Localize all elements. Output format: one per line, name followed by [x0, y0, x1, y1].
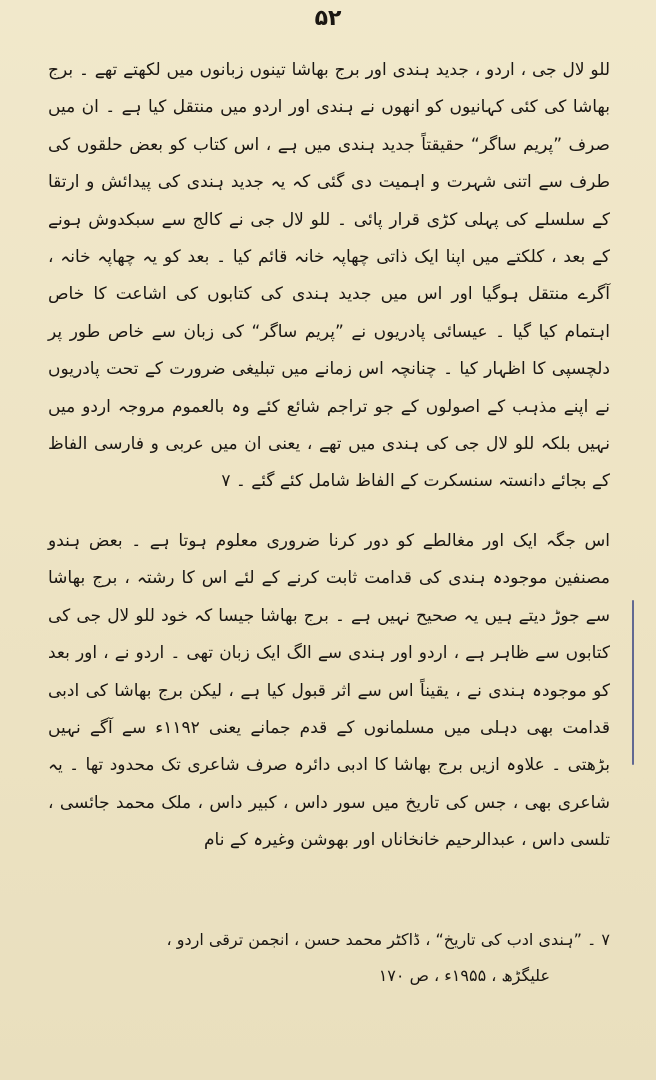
footnote-line-2: علیگڑھ ، ۱۹۵۵ء ، ص ۱۷۰ — [378, 966, 550, 985]
footnote — [48, 922, 610, 994]
footnote-line-1: ۷ ۔ ”ہندی ادب کی تاریخ“ ، ڈاکٹر محمد حسن ، انجمن ترقی اردو ، — [166, 930, 610, 949]
margin-pen-mark — [632, 600, 634, 765]
paragraph-2: اس جگہ ایک اور مغالطے کو دور کرنا ضروری معلوم ہوتا ہے ۔ بعض ہندو مصنفین موجودہ ہندی کی قدامت ثابت کرنے کے لئے اس کا رشتہ ، برج بھاشا سے جوڑ دیتے ہیں یہ صحیح نہیں ہے ۔ برج بھاشا جیسا کہ خود للو لال جی کی کتابوں سے ظاہر ہے ، اردو اور ہندی سے الگ ایک زبان تھی ۔ اردو نے ، اور بعد کو موجودہ ہندی نے ، یقیناً اس سے اثر قبول کیا ہے ، لیکن برج بھاشا کی ادبی قدامت بھی دہلی میں مسلمانوں کے قدم جمانے یعنی ۱۱۹۲ء سے آگے نہیں بڑھتی ۔ علاوہ ازیں برج بھاشا کا ادبی دائرہ صرف شاعری تک محدود تھا ۔ یہ شاعری بھی ، جس کی تاریخ میں سور داس ، کبیر داس ، ملک محمد جائسی ، تلسی داس ، عبدالرحیم خانخاناں اور بھوشن وغیرہ کے نام — [48, 530, 611, 851]
paragraph-1: للو لال جی ، اردو ، جدید ہندی اور برج بھاشا تینوں زبانوں میں لکھتے تھے ۔ برج بھاشا کی کئی کہانیوں کو انھوں نے ہندی اور اردو میں منتقل کیا ہے ۔ ان میں صرف ”پریم ساگر“ حقیقتاً جدید ہندی میں ہے ، اس کتاب کو بعض حلقوں کی طرف سے اتنی شہرت و اہمیت دی گئی کہ یہ جدید ہندی کی پیدائش و ارتقا کے سلسلے کی پہلی کڑی قرار پائی ۔ للو لال جی نے کالج سے سبکدوش ہونے کے بعد ، کلکتے میں اپنا ایک ذاتی چھاپہ خانہ قائم کیا ۔ بعد کو یہ چھاپہ خانہ ، آگرے منتقل ہوگیا اور اس میں جدید ہندی کی کتابوں کی اشاعت کا خاص اہتمام کیا گیا ۔ عیسائی پادریوں نے ”پریم ساگر“ کی زبان سے خاص طور پر دلچسپی کا اظہار کیا ۔ چنانچہ اس زمانے میں تبلیغی ضرورت کے تحت پادریوں نے اپنے مذہب کے اصولوں کے جو تراجم شائع کئے وہ بالعموم مروجہ اردو میں نہیں بلکہ للو لال جی کی ہندی میں تھے ، یعنی ان میں عربی و فارسی الفاظ کے بجائے دانستہ سنسکرت کے الفاظ شامل کئے گئے ۔ ۷ — [48, 60, 610, 492]
page-number: ۵۲ — [314, 6, 342, 31]
body-text — [48, 52, 610, 860]
